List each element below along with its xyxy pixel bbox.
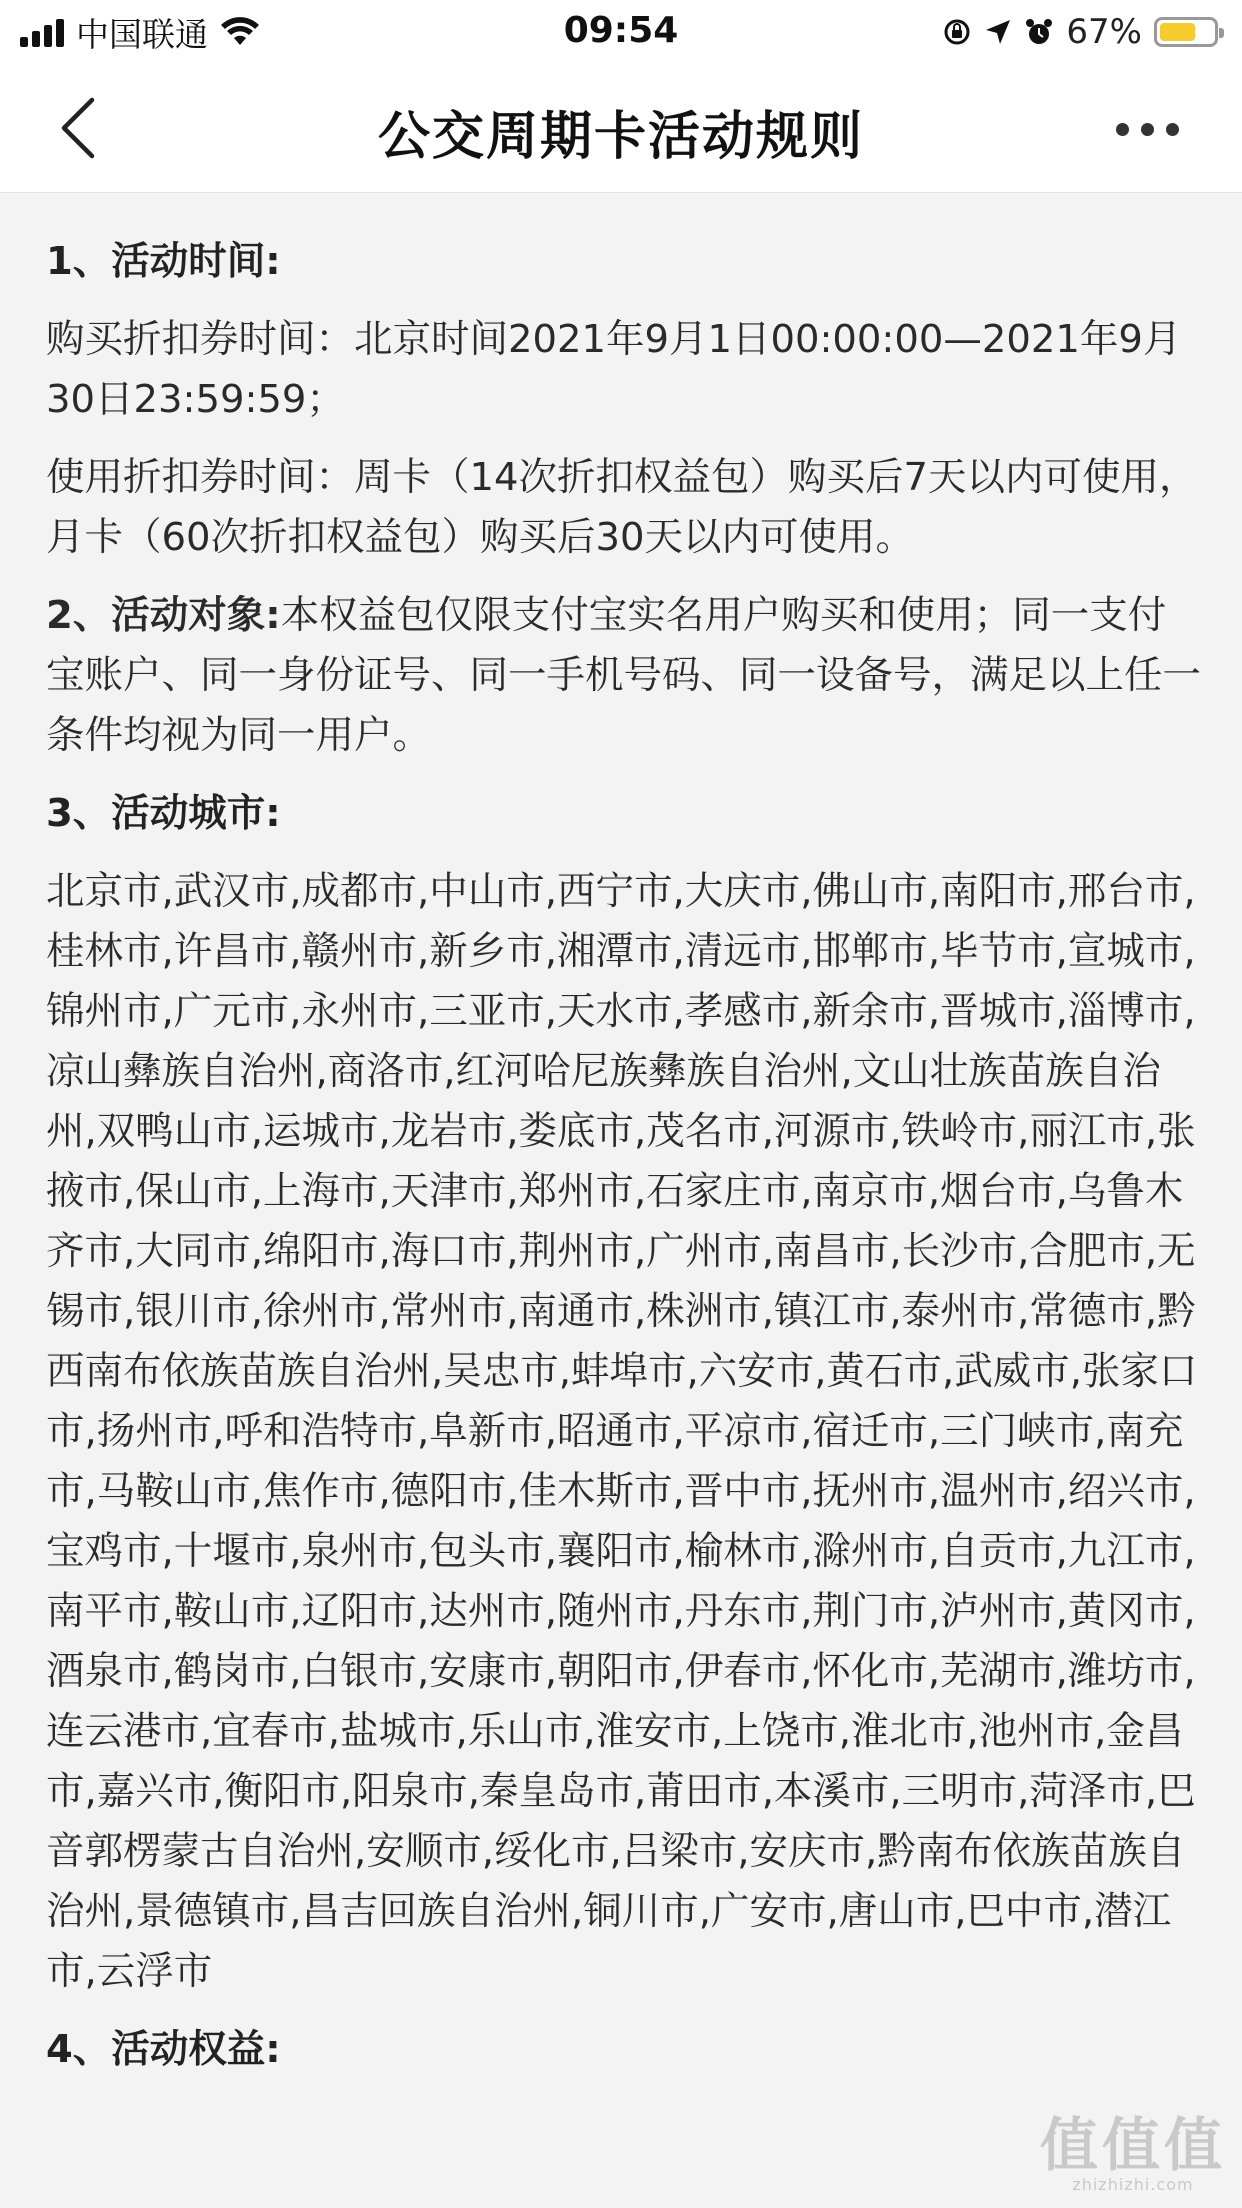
battery-icon	[1154, 17, 1218, 47]
more-dot	[1116, 123, 1129, 136]
city-list: 北京市,武汉市,成都市,中山市,西宁市,大庆市,佛山市,南阳市,邢台市,桂林市,许昌市,赣州市,新乡市,湘潭市,清远市,邯郸市,毕节市,宣城市,锦州市,广元市,永州市,三亚市,天水市,孝感市,新余市,晋城市,淄博市,凉山彝族自治州,商洛市,红河哈尼族彝族自治州,文山壮族苗族自治州,双鸭山市,运城市,龙岩市,娄底市,茂名市,河源市,铁岭市,丽江市,张掖市,保山市,上海市,天津市,郑州市,石家庄市,南京市,烟台市,乌鲁木齐市,大同市,绵阳市,海口市,荆州市,广州市,南昌市,长沙市,合肥市,无锡市,银川市,徐州市,常州市,南通市,株洲市,镇江市,泰州市,常德市,黔西南布依族苗族自治州,吴忠市,蚌埠市,六安市,黄石市,武威市,张家口市,扬州市,呼和浩特市,阜新市,昭通市,平凉市,宿迁市,三门峡市,南充市,马鞍山市,焦作市,德阳市,佳木斯市,晋中市,抚州市,温州市,绍兴市,宝鸡市,十堰市,泉州市,包头市,襄阳市,榆林市,滁州市,自贡市,九江市,南平市,鞍山市,辽阳市,达州市,随州市,丹东市,荆门市,泸州市,黄冈市,酒泉市,鹤岗市,白银市,安康市,朝阳市,伊春市,怀化市,芜湖市,潍坊市,连云港市,宜春市,盐城市,乐山市,淮安市,上饶市,淮北市,池州市,金昌市,嘉兴市,衡阳市,阳泉市,秦皇岛市,莆田市,本溪市,三明市,菏泽市,巴音郭楞蒙古自治州,安顺市,绥化市,吕梁市,安庆市,黔南布依族苗族自治州,景德镇市,昌吉回族自治州,铜川市,广安市,唐山市,巴中市,潜江市,云浮市	[46, 869, 1198, 1994]
section-eligibility	[46, 586, 1202, 766]
section-heading-cities: 3、活动城市:	[46, 791, 281, 836]
battery-percent: 67%	[1066, 12, 1142, 52]
back-button[interactable]	[40, 88, 120, 168]
more-dot	[1141, 123, 1154, 136]
more-button[interactable]	[1092, 104, 1202, 154]
more-dot	[1166, 123, 1179, 136]
section-heading-eligibility: 2、活动对象:	[46, 593, 281, 638]
watermark-logo: 值值值	[1039, 2111, 1226, 2179]
section-heading-benefits: 4、活动权益:	[46, 2027, 281, 2072]
usage-time-text: 使用折扣券时间：周卡（14次折扣权益包）购买后7天以内可使用， 月卡（60次折扣权益包）购买后30天以内可使用。	[46, 455, 1198, 560]
watermark-url: zhizhizhi.com	[1072, 2175, 1194, 2194]
page-title: 公交周期卡活动规则	[377, 107, 864, 167]
carrier-name: 中国联通	[76, 14, 208, 54]
section-heading-time: 1、活动时间:	[46, 239, 281, 284]
rules-content	[46, 232, 1202, 2098]
location-icon	[984, 18, 1012, 46]
status-bar	[0, 0, 1242, 64]
alarm-icon	[1024, 17, 1054, 47]
status-time: 09:54	[563, 10, 679, 51]
watermark	[1039, 2111, 1226, 2194]
purchase-time-text: 购买折扣券时间：北京时间2021年9月1日00:00:00—2021年9月30日23:59:59；	[46, 317, 1182, 422]
orientation-lock-icon	[942, 17, 972, 47]
battery-level	[1160, 23, 1195, 41]
status-right	[942, 10, 1218, 54]
nav-bar	[0, 64, 1242, 193]
eligibility-text: 本权益包仅限支付宝实名用户购买和使用；同一支付宝账户、同一身份证号、同一手机号码、同一设备号，满足以上任一条件均视为同一用户。	[46, 593, 1202, 758]
chevron-left-icon	[40, 88, 120, 168]
